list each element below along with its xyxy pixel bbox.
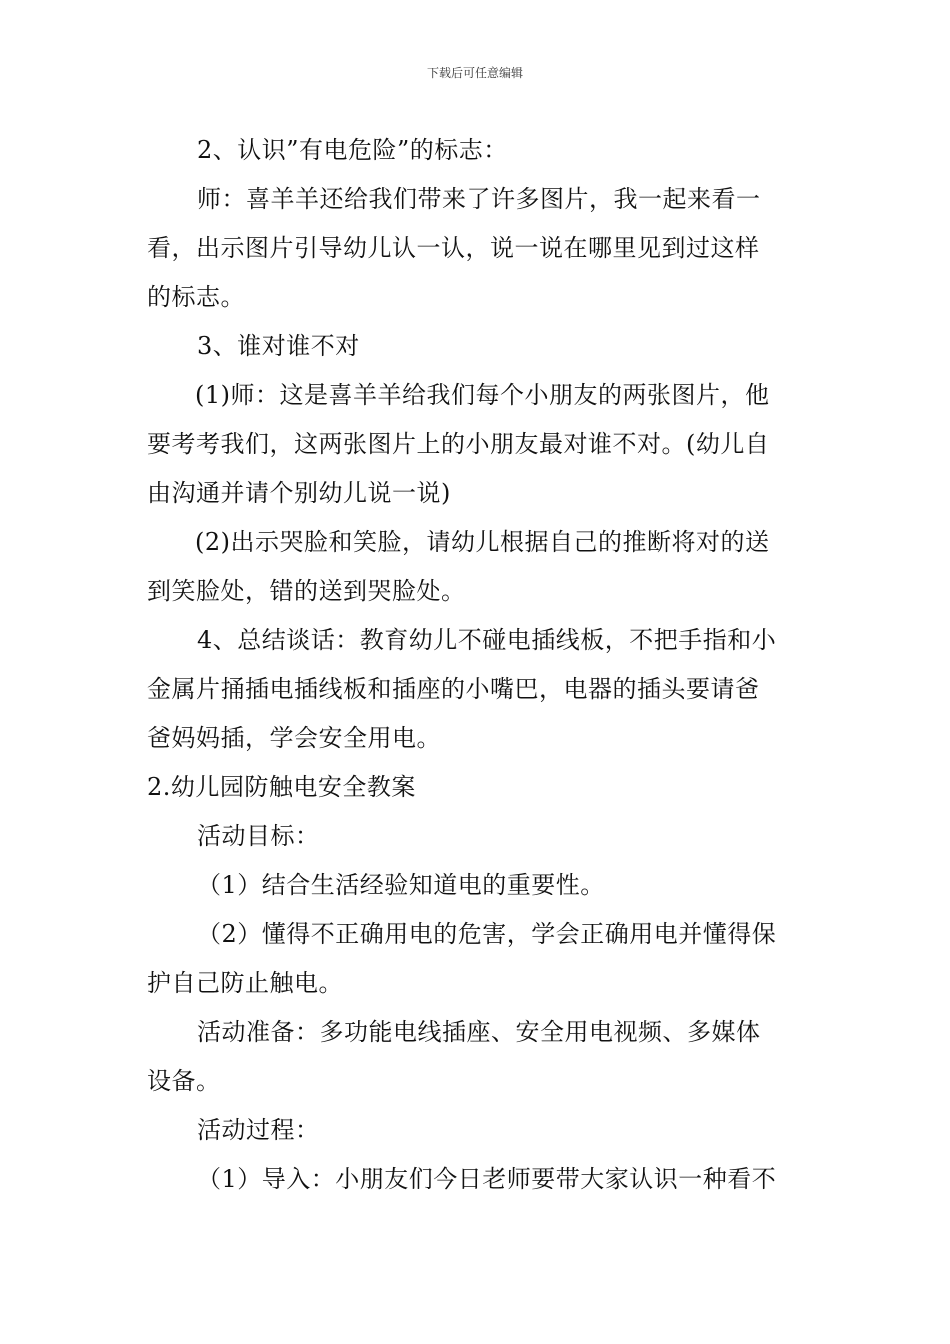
paragraph-line: 护自己防止触电。 [147, 969, 343, 997]
paragraph-line: (1)师：这是喜羊羊给我们每个小朋友的两张图片，他 [195, 381, 770, 409]
paragraph-line: 活动目标： [197, 822, 320, 850]
paragraph-line: 设备。 [147, 1067, 221, 1095]
section-heading: 2.幼儿园防触电安全教案 [147, 773, 416, 801]
paragraph-line: 4、总结谈话：教育幼儿不碰电插线板，不把手指和小 [197, 626, 777, 654]
paragraph-line: 3、谁对谁不对 [197, 332, 360, 360]
paragraph-line: （2）懂得不正确用电的危害，学会正确用电并懂得保 [197, 920, 777, 948]
paragraph-line: 爸妈妈插，学会安全用电。 [147, 724, 441, 752]
paragraph-line: 要考考我们，这两张图片上的小朋友最对谁不对。(幼儿自 [147, 430, 770, 458]
page-header: 下载后可任意编辑 [426, 66, 523, 80]
paragraph-line: 看，出示图片引导幼儿认一认，说一说在哪里见到过这样 [147, 234, 760, 262]
paragraph-line: 由沟通并请个别幼儿说一说) [147, 479, 451, 507]
paragraph-line: （1）结合生活经验知道电的重要性。 [197, 871, 605, 899]
document-body [147, 126, 809, 1204]
paragraph-line: 活动过程： [197, 1116, 320, 1144]
paragraph-line: (2)出示哭脸和笑脸，请幼儿根据自己的推断将对的送 [195, 528, 770, 556]
paragraph-line: 金属片捅插电插线板和插座的小嘴巴，电器的插头要请爸 [147, 675, 760, 703]
paragraph-line: 的标志。 [147, 283, 245, 311]
paragraph-line: 到笑脸处，错的送到哭脸处。 [147, 577, 466, 605]
paragraph-line: 活动准备：多功能电线插座、安全用电视频、多媒体 [197, 1018, 761, 1046]
paragraph-line: 师：喜羊羊还给我们带来了许多图片，我一起来看一 [197, 185, 761, 213]
paragraph-line: 2、认识”有电危险”的标志： [197, 136, 508, 164]
paragraph-line: （1）导入：小朋友们今日老师要带大家认识一种看不 [197, 1165, 777, 1193]
